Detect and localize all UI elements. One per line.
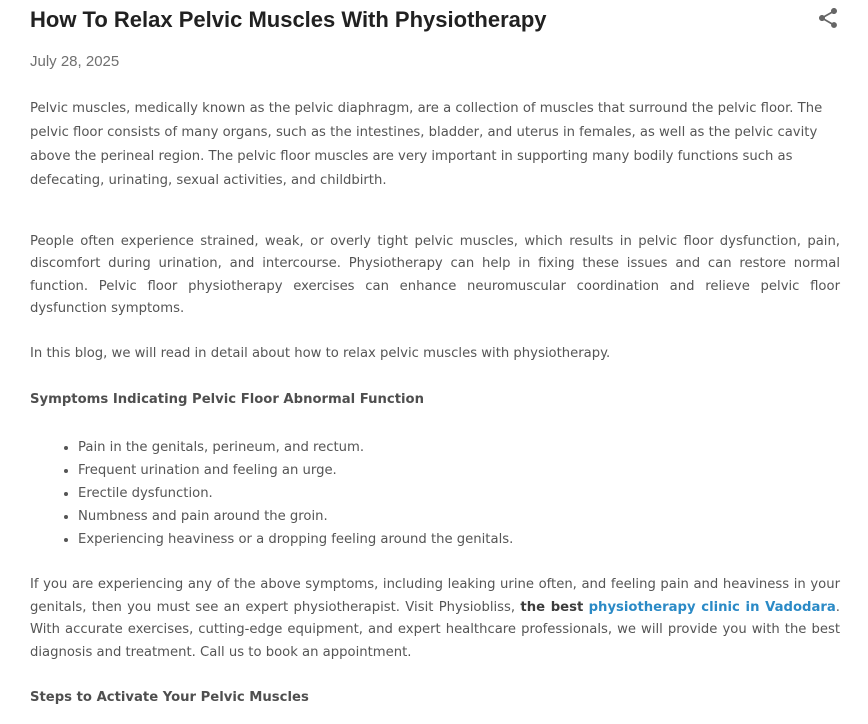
list-item: • Numbness and pain around the groin. (78, 505, 513, 528)
physiotherapy-clinic-link[interactable]: physiotherapy clinic in Vadodara (588, 599, 836, 615)
cta-bold-text: the best (520, 599, 584, 615)
post-date: July 28, 2025 (30, 53, 120, 70)
symptoms-heading: Symptoms Indicating Pelvic Floor Abnormal Function (30, 392, 425, 407)
list-item: • Experiencing heaviness or a dropping feeling around the genitals. (78, 528, 513, 551)
share-icon-graphic (816, 6, 840, 30)
symptoms-list (30, 436, 513, 551)
dysfunction-paragraph: People often experience strained, weak, or overly tight pelvic muscles, which results in pelvic floor dysfunction, pain, discomfort during urination, and intercourse. Physiotherapy can help in fixing these issues and can restore normal function. Pelvic floor physiotherapy exercises can enhance neuromuscular coordination and relieve pelvic floor dysfunction symptoms. (30, 234, 840, 316)
cta-text-before: If you are experiencing any of the above symptoms, including leaking urine often, and feeling pain and heaviness in your genitals, then you must see an expert physiotherapist. Visit Physiobliss, (30, 577, 840, 615)
steps-heading: Steps to Activate Your Pelvic Muscles (30, 690, 309, 705)
blog-intro-paragraph: In this blog, we will read in detail about how to relax pelvic muscles with physiotherapy. (30, 346, 611, 361)
post-title: How To Relax Pelvic Muscles With Physiotherapy (30, 7, 547, 32)
list-item: • Erectile dysfunction. (78, 482, 513, 505)
share-icon[interactable] (816, 6, 840, 30)
cta-paragraph (30, 574, 840, 665)
cta-text-after: . With accurate exercises, cutting-edge equipment, and expert healthcare professionals, we will provide you with the best diagnosis and treatment. Call us to book an appointment. (30, 599, 840, 661)
list-item: • Frequent urination and feeling an urge. (78, 459, 513, 482)
list-item: • Pain in the genitals, perineum, and rectum. (78, 436, 513, 459)
intro-paragraph: Pelvic muscles, medically known as the pelvic diaphragm, are a collection of muscles that surround the pelvic floor. The pelvic floor consists of many organs, such as the intestines, bladder, and uterus in females, as well as the pelvic cavity above the perineal region. The pelvic floor muscles are very important in supporting many bodily functions such as defecating, urinating, sexual activities, and childbirth. (30, 101, 823, 188)
